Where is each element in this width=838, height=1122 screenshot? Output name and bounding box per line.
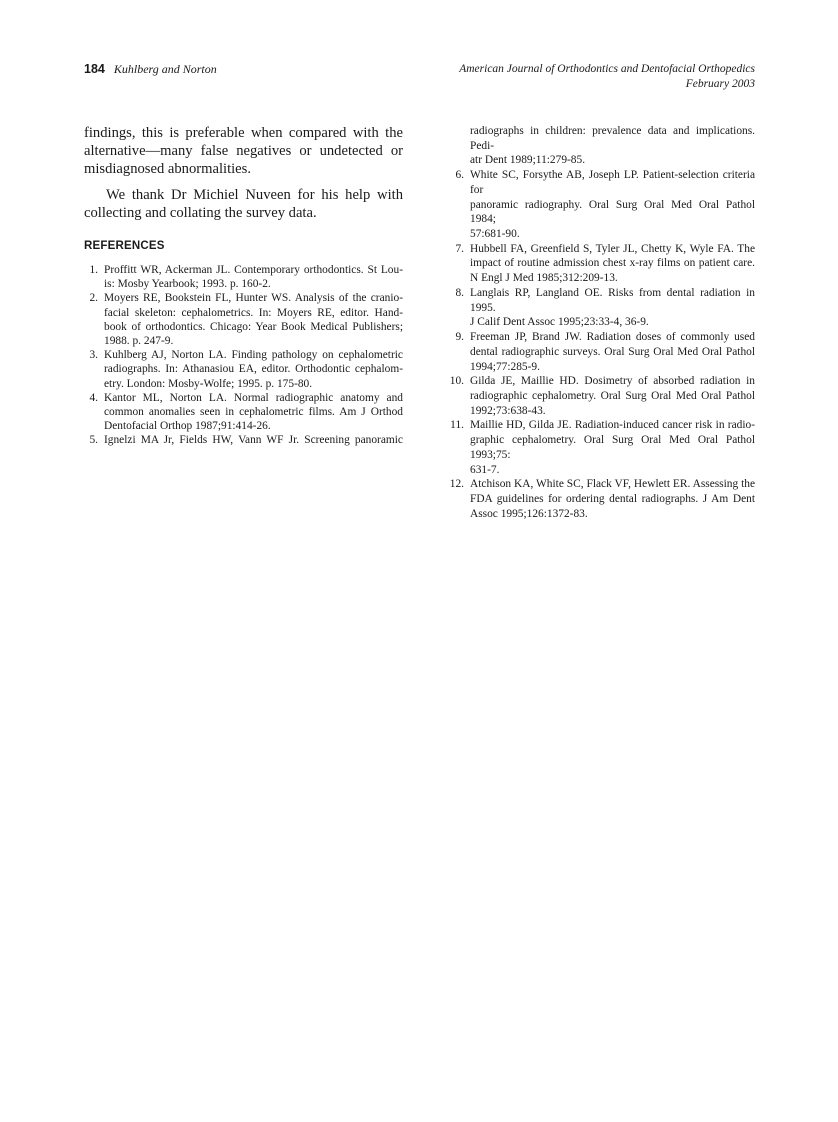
reference-item bbox=[440, 168, 755, 242]
text-line: collecting and collating the survey data. bbox=[84, 204, 317, 221]
reference-line: Kantor ML, Norton LA. Normal radiographic anatomy and bbox=[104, 391, 403, 404]
reference-line: Moyers RE, Bookstein FL, Hunter WS. Analysis of the cranio- bbox=[104, 292, 403, 305]
reference-number: 2. bbox=[89, 292, 98, 305]
reference-line: Atchison KA, White SC, Flack VF, Hewlett ER. Assessing the bbox=[470, 478, 755, 491]
reference-line: panoramic radiography. Oral Surg Oral Med Oral Pathol 1984; bbox=[470, 198, 755, 226]
reference-number: 11. bbox=[450, 419, 464, 432]
reference-line: Maillie HD, Gilda JE. Radiation-induced cancer risk in radio- bbox=[470, 419, 755, 432]
reference-item bbox=[84, 391, 403, 434]
reference-line: White SC, Forsythe AB, Joseph LP. Patient-selection criteria for bbox=[470, 169, 755, 196]
reference-item bbox=[84, 348, 403, 391]
reference-item bbox=[440, 330, 755, 374]
reference-item bbox=[84, 291, 403, 348]
reference-line: 631-7. bbox=[470, 463, 500, 476]
journal-title: American Journal of Orthodontics and Dentofacial Orthopedics bbox=[459, 63, 755, 75]
reference-item bbox=[440, 374, 755, 418]
reference-number: 6. bbox=[455, 169, 464, 182]
reference-item bbox=[440, 286, 755, 330]
reference-line: J Calif Dent Assoc 1995;23:33-4, 36-9. bbox=[470, 316, 649, 329]
reference-number: 4. bbox=[89, 391, 98, 404]
reference-number: 9. bbox=[455, 331, 464, 344]
reference-line: Gilda JE, Maillie HD. Dosimetry of absorbed radiation in bbox=[470, 375, 755, 388]
references-list-left bbox=[84, 263, 403, 448]
reference-item bbox=[440, 477, 755, 521]
reference-number: 5. bbox=[89, 434, 98, 447]
references-heading: REFERENCES bbox=[84, 240, 165, 252]
reference-line: Langlais RP, Langland OE. Risks from dental radiation in 1995. bbox=[470, 286, 755, 314]
reference-line: FDA guidelines for ordering dental radiographs. J Am Dent bbox=[470, 492, 755, 505]
text-line: alternative—many false negatives or undetected or bbox=[84, 143, 403, 160]
reference-line: Kuhlberg AJ, Norton LA. Finding pathology on cephalometric bbox=[104, 349, 403, 362]
reference-line: is: Mosby Yearbook; 1993. p. 160-2. bbox=[104, 278, 271, 291]
reference-line: Assoc 1995;126:1372-83. bbox=[470, 507, 588, 520]
reference-line: atr Dent 1989;11:279-85. bbox=[470, 154, 586, 167]
running-header-left bbox=[84, 62, 217, 77]
reference-number: 3. bbox=[89, 349, 98, 362]
reference-line: radiographs in children: prevalence data and implications. Pedi- bbox=[470, 125, 755, 152]
reference-number: 8. bbox=[455, 286, 464, 299]
reference-line: 1988. p. 247-9. bbox=[104, 335, 174, 348]
references-list-right bbox=[440, 124, 755, 521]
reference-item bbox=[84, 433, 403, 447]
reference-item bbox=[440, 418, 755, 477]
reference-line: radiographic cephalometry. Oral Surg Oral Med Oral Pathol bbox=[470, 389, 755, 402]
reference-item bbox=[440, 124, 755, 168]
reference-line: impact of routine admission chest x-ray films on patient care. bbox=[470, 257, 755, 270]
text-line: We thank Dr Michiel Nuveen for his help with bbox=[106, 186, 403, 203]
text-line: findings, this is preferable when compared with the bbox=[84, 125, 403, 141]
running-header-right bbox=[459, 62, 755, 92]
reference-line: graphic cephalometry. Oral Surg Oral Med Oral Pathol 1993;75: bbox=[470, 434, 755, 461]
issue-date: February 2003 bbox=[685, 78, 755, 90]
reference-line: Dentofacial Orthop 1987;91:414-26. bbox=[104, 420, 271, 433]
reference-line: common anomalies seen in cephalometric films. Am J Orthod bbox=[104, 406, 403, 419]
body-text bbox=[84, 124, 403, 222]
text-line: misdiagnosed abnormalities. bbox=[84, 161, 251, 178]
paragraph-acknowledgment bbox=[84, 186, 403, 222]
reference-item bbox=[440, 242, 755, 286]
reference-number: 10. bbox=[449, 375, 464, 388]
reference-line: etry. London: Mosby-Wolfe; 1995. p. 175-80. bbox=[104, 377, 313, 390]
reference-number: 12. bbox=[449, 478, 464, 491]
reference-line: book of orthodontics. Chicago: Year Book Medical Publishers; bbox=[104, 320, 403, 333]
paragraph-conclusion bbox=[84, 124, 403, 179]
reference-line: 57:681-90. bbox=[470, 228, 520, 241]
reference-line: 1992;73:638-43. bbox=[470, 404, 546, 417]
reference-line: facial skeleton: cephalometrics. In: Moyers RE, editor. Hand- bbox=[104, 306, 403, 319]
reference-item bbox=[84, 263, 403, 291]
reference-line: Freeman JP, Brand JW. Radiation doses of commonly used bbox=[470, 331, 755, 344]
reference-line: Hubbell FA, Greenfield S, Tyler JL, Chetty K, Wyle FA. The bbox=[470, 242, 755, 255]
reference-line: Ignelzi MA Jr, Fields HW, Vann WF Jr. Screening panoramic bbox=[104, 434, 403, 447]
reference-number: 7. bbox=[455, 242, 464, 255]
reference-line: dental radiographic surveys. Oral Surg Oral Med Oral Pathol bbox=[470, 345, 755, 358]
page-number: 184 bbox=[84, 62, 105, 76]
reference-line: N Engl J Med 1985;312:209-13. bbox=[470, 272, 618, 285]
reference-line: radiographs. In: Athanasiou EA, editor. Orthodontic cephalom- bbox=[104, 363, 403, 376]
running-authors: Kuhlberg and Norton bbox=[113, 62, 217, 76]
reference-number: 1. bbox=[89, 264, 98, 276]
reference-line: Proffitt WR, Ackerman JL. Contemporary orthodontics. St Lou- bbox=[104, 264, 403, 276]
reference-line: 1994;77:285-9. bbox=[470, 360, 540, 373]
